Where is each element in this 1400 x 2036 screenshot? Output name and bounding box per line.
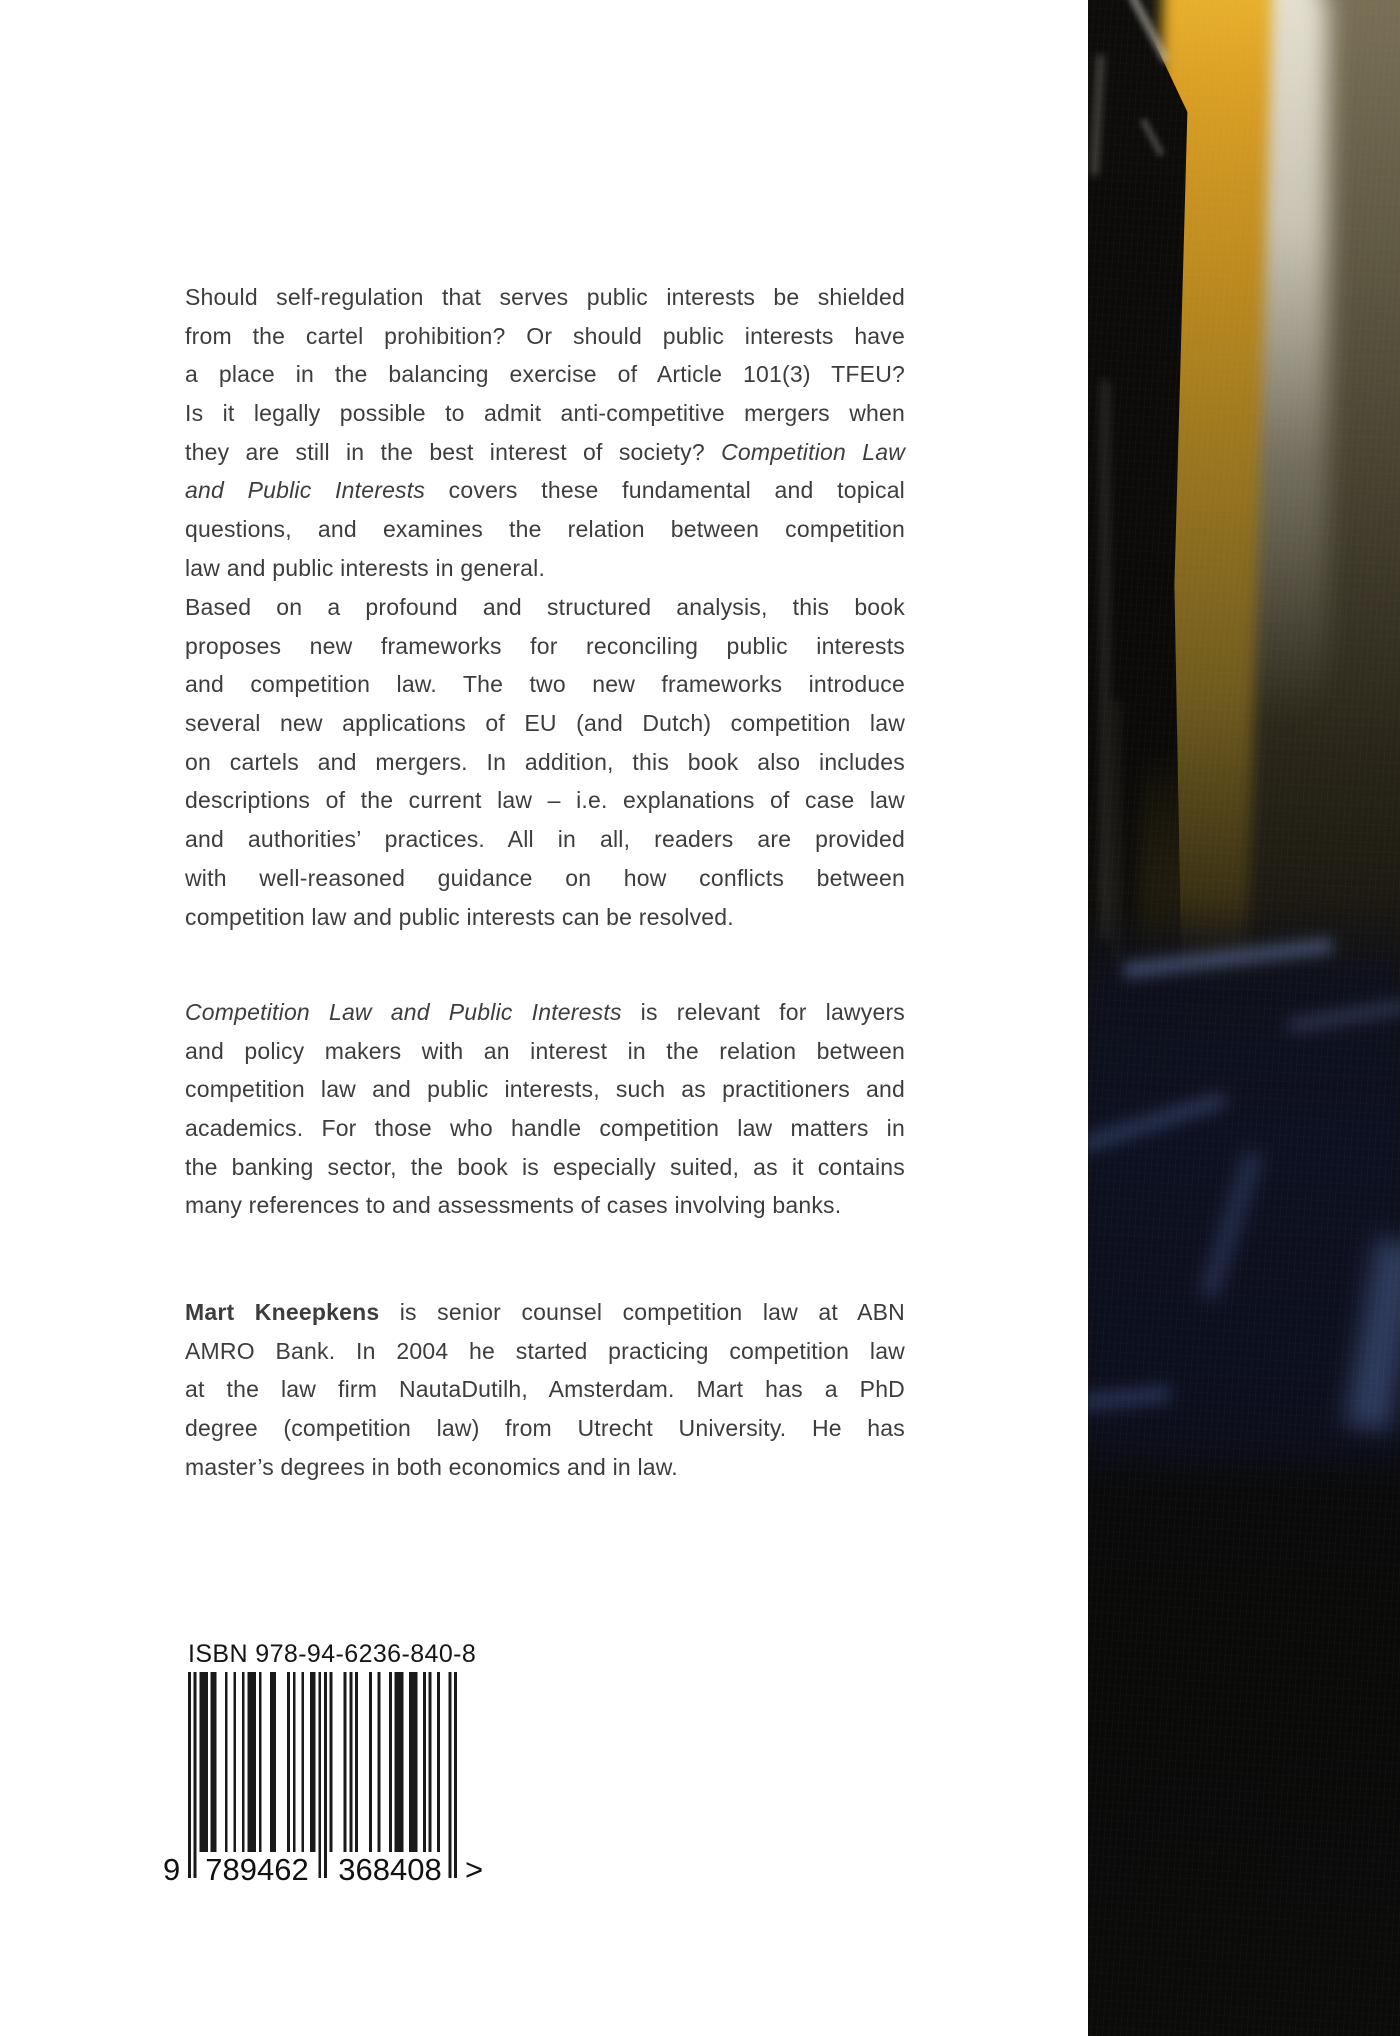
blurb-paragraph-2 — [185, 588, 905, 936]
blurb-paragraph-3 — [185, 993, 905, 1225]
text-line: Should self-regulation that serves public interests be shielded — [185, 284, 905, 310]
isbn-label: ISBN 978-94-6236-840-8 — [188, 1640, 477, 1668]
text-line: on cartels and mergers. In addition, this book also includes — [185, 748, 905, 775]
text-line: competition law and public interests can be resolved. — [185, 903, 734, 930]
barcode-digits-group2: 368408 — [338, 1852, 442, 1887]
text-line: degree (competition law) from Utrecht University. He has — [185, 1415, 905, 1442]
ean13-barcode-icon — [188, 1672, 457, 1878]
text-line: descriptions of the current law – i.e. explanations of case law — [185, 787, 905, 814]
text-line: they are still in the best interest of society? Competition Law — [185, 438, 906, 465]
barcode-digits-group1: 789462 — [205, 1852, 309, 1887]
barcode-quiet-zone-arrow: > — [465, 1852, 484, 1887]
text-line: several new applications of EU (and Dutch) competition law — [185, 710, 905, 737]
text-line: and Public Interests covers these fundamental and topical — [185, 477, 905, 504]
text-line: and authorities’ practices. All in all, readers are provided — [185, 826, 905, 853]
artwork-craquelure-texture — [1088, 0, 1400, 2036]
text-line: competition law and public interests, such as practitioners and — [185, 1076, 905, 1103]
text-line: Mart Kneepkens is senior counsel competition law at ABN — [185, 1299, 905, 1325]
text-line: proposes new frameworks for reconciling public interests — [185, 632, 905, 659]
text-line: at the law firm NautaDutilh, Amsterdam. Mart has a PhD — [185, 1376, 905, 1403]
text-line: AMRO Bank. In 2004 he started practicing competition law — [185, 1337, 905, 1364]
text-line: Competition Law and Public Interests is relevant for lawyers — [185, 999, 905, 1025]
text-line: academics. For those who handle competition law matters in — [185, 1115, 905, 1142]
text-line: with well-reasoned guidance on how conflicts between — [185, 864, 905, 891]
text-line: questions, and examines the relation between competition — [185, 516, 905, 543]
text-line: many references to and assessments of cases involving banks. — [185, 1192, 842, 1219]
cover-artwork-strip — [1088, 0, 1400, 2036]
text-line: law and public interests in general. — [185, 554, 546, 581]
text-line: and competition law. The two new frameworks introduce — [185, 671, 905, 698]
text-line: and policy makers with an interest in the relation between — [185, 1037, 905, 1064]
text-line: a place in the balancing exercise of Article 101(3) TFEU? — [185, 361, 905, 388]
text-line: Is it legally possible to admit anti-competitive mergers when — [185, 400, 905, 427]
text-line: from the cartel prohibition? Or should public interests have — [185, 322, 905, 349]
text-line: Based on a profound and structured analysis, this book — [185, 594, 905, 620]
text-line: master’s degrees in both economics and in law. — [185, 1453, 678, 1480]
barcode-digit-lead: 9 — [163, 1852, 181, 1887]
author-bio — [185, 1293, 905, 1486]
blurb-paragraph-1 — [185, 278, 905, 588]
isbn-barcode-block — [163, 1640, 508, 1900]
text-line: the banking sector, the book is especially suited, as it contains — [185, 1153, 905, 1180]
